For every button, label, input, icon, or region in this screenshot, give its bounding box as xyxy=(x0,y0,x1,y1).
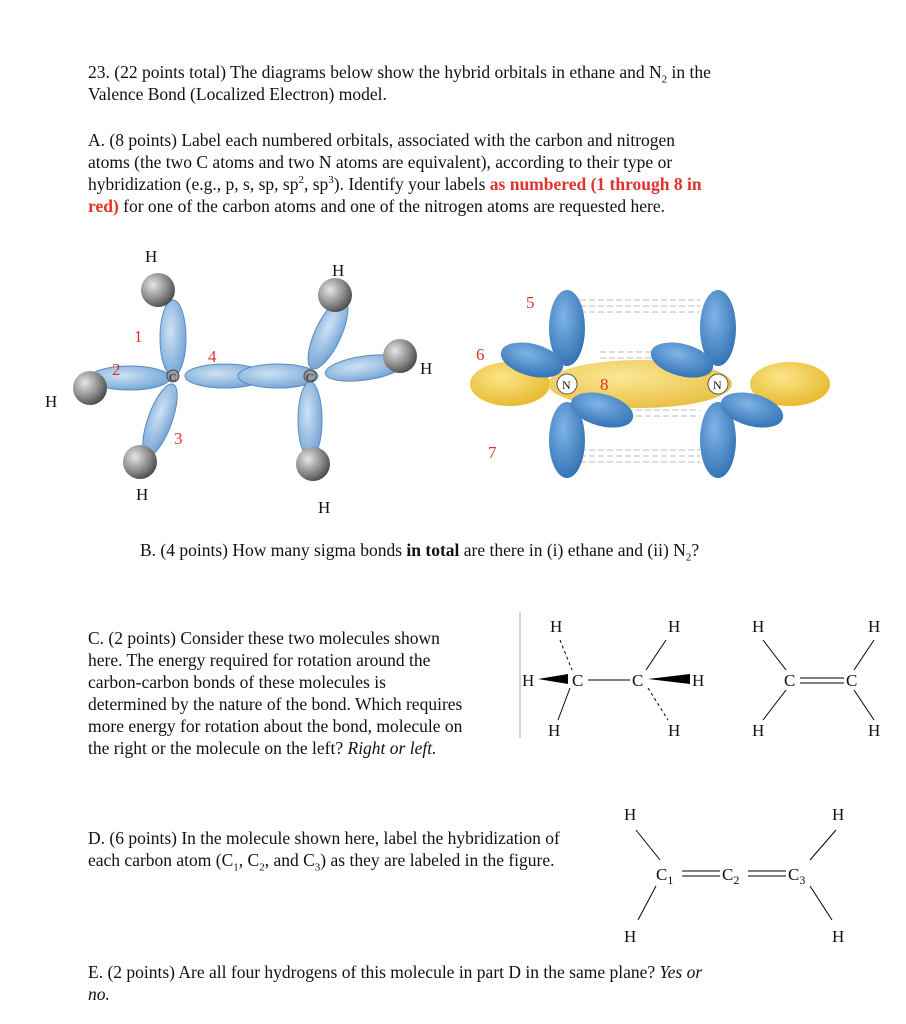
bond-line xyxy=(763,690,786,720)
carbon-label: C xyxy=(632,671,644,690)
n2-orbital-diagram xyxy=(460,280,880,510)
h-label: H xyxy=(548,721,561,740)
bond-line xyxy=(810,886,832,920)
n-label: N xyxy=(713,378,722,392)
bond-line xyxy=(854,690,874,720)
h-label: H xyxy=(136,485,149,504)
partA-line1: A. (8 points) Label each numbered orbitals, associated with the carbon and nitrogen xyxy=(88,130,676,150)
orbital-lobe xyxy=(298,382,322,458)
h-label: H xyxy=(668,617,681,636)
carbon-c1-label: $C_1$ xyxy=(656,865,674,887)
partC-line3: carbon-carbon bonds of these molecules is xyxy=(88,672,386,692)
orbital-number-label: 4 xyxy=(208,347,217,366)
partA-red-text-1: as numbered (1 through 8 in xyxy=(489,174,702,194)
carbon-c2-label: $C_2$ xyxy=(722,865,740,887)
h-label: H xyxy=(550,617,563,636)
orbital-number-label: 2 xyxy=(112,360,121,379)
orbital-number-label: 6 xyxy=(476,345,485,364)
dash-bond xyxy=(560,640,572,670)
bond-line xyxy=(646,640,666,670)
h-label: H xyxy=(832,805,845,824)
h-label: H xyxy=(832,927,845,946)
hydrogen-atom xyxy=(73,371,107,405)
carbon-label: C xyxy=(784,671,796,690)
carbon-label: C xyxy=(846,671,858,690)
h-label: H xyxy=(624,927,637,946)
h-label: H xyxy=(332,261,345,280)
h-label: H xyxy=(692,671,705,690)
dash-bond xyxy=(648,688,668,720)
hydrogen-atom xyxy=(296,447,330,481)
partC-line6: the right or the molecule on the left? Right or left. xyxy=(88,738,437,758)
partE-line1: E. (2 points) Are all four hydrogens of this molecule in part D in the same plane? Yes or xyxy=(88,962,703,982)
h-label: H xyxy=(420,359,433,378)
bond-line xyxy=(636,830,660,860)
partA-red-text-2: red) xyxy=(88,196,119,216)
q23-line1: 23. (22 points total) The diagrams below show the hybrid orbitals in ethane and $N_2$ in the xyxy=(88,62,711,86)
orbital-number-label: 7 xyxy=(488,443,497,462)
orbital-lobe xyxy=(160,300,186,376)
bond-line xyxy=(854,640,874,670)
ethane-orbital-diagram xyxy=(30,240,450,530)
h-label: H xyxy=(45,392,58,411)
partC-molecules xyxy=(518,612,898,742)
h-label: H xyxy=(145,247,158,266)
bond-line xyxy=(638,886,656,920)
partD-allene xyxy=(610,800,870,950)
partC-line1: C. (2 points) Consider these two molecules shown xyxy=(88,628,440,648)
h-label: H xyxy=(318,498,331,517)
h-label: H xyxy=(752,617,765,636)
carbon-label: C xyxy=(572,671,584,690)
partC-line5: more energy for rotation about the bond, molecule on xyxy=(88,716,463,736)
h-label: H xyxy=(624,805,637,824)
orbital-number-label: 5 xyxy=(526,293,535,312)
orbital-number-label: 3 xyxy=(174,429,183,448)
wedge-bond xyxy=(648,674,690,684)
h-label: H xyxy=(868,721,881,740)
bond-line xyxy=(810,830,836,860)
hydrogen-atom xyxy=(318,278,352,312)
orbital-number-label: 1 xyxy=(134,327,143,346)
hydrogen-atom xyxy=(141,273,175,307)
hydrogen-atom xyxy=(123,445,157,479)
partD-line2: each carbon atom ($C_1$, $C_2$, and $C_3$) as they are labeled in the figure. xyxy=(88,850,555,874)
carbon-c3-label: $C_3$ xyxy=(788,865,806,887)
h-label: H xyxy=(668,721,681,740)
bond-line xyxy=(763,640,786,670)
carbon-label: C xyxy=(169,372,177,384)
h-label: H xyxy=(868,617,881,636)
orbital-number-label: 8 xyxy=(600,375,609,394)
partA-line3: hybridization (e.g., p, s, sp, $sp^2$, $sp^3$). Identify your labels as numbered (1 through 8 in xyxy=(88,174,702,194)
partE-line2: no. xyxy=(88,984,110,1004)
wedge-bond xyxy=(538,674,568,684)
n-label: N xyxy=(562,378,571,392)
carbon-label: C xyxy=(306,372,314,384)
partB-question: B. (4 points) How many sigma bonds in total are there in (i) ethane and (ii) $N_2$? xyxy=(140,540,700,564)
bond-line xyxy=(558,688,570,720)
partA-line4: red) for one of the carbon atoms and one of the nitrogen atoms are requested here. xyxy=(88,196,665,216)
partC-line2: here. The energy required for rotation around the xyxy=(88,650,431,670)
hydrogen-atom xyxy=(383,339,417,373)
partD-line1: D. (6 points) In the molecule shown here, label the hybridization of xyxy=(88,828,560,848)
q23-line2: Valence Bond (Localized Electron) model. xyxy=(88,84,387,104)
partA-line2: atoms (the two C atoms and two N atoms are equivalent), according to their type or xyxy=(88,152,673,172)
h-label: H xyxy=(522,671,535,690)
h-label: H xyxy=(752,721,765,740)
partC-line4: determined by the nature of the bond. Which requires xyxy=(88,694,463,714)
